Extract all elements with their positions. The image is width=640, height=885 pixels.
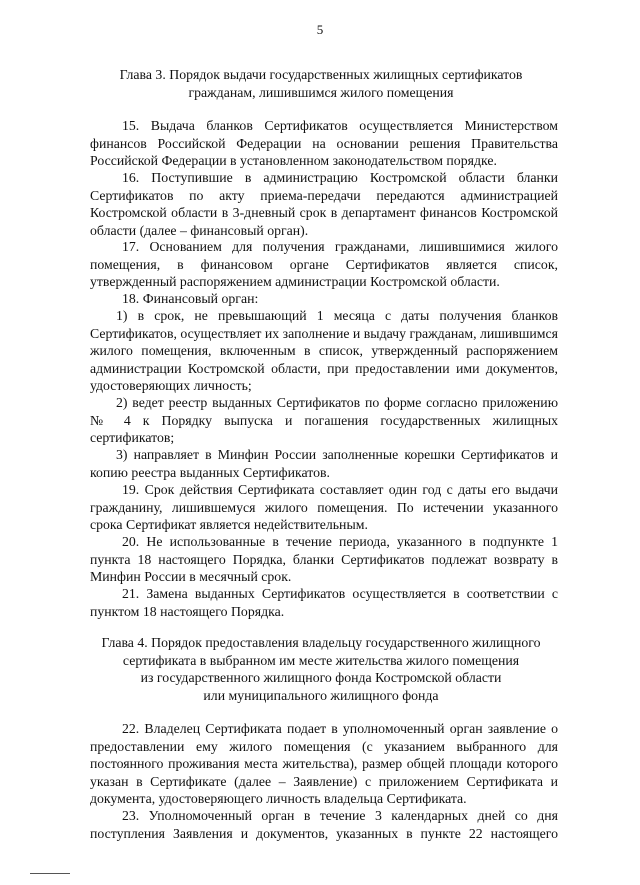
chapter4-title-line: Глава 4. Порядок предоставления владельцу государственного жилищного	[101, 635, 541, 650]
paragraph-18-item-2: 2) ведет реестр выданных Сертификатов по форме согласно приложению № 4 к Порядку выпуска и погашения государственных жилищных сертификатов;	[90, 395, 558, 445]
chapter4-title-line: сертификата в выбранном им месте жительства жилого помещения	[122, 652, 520, 668]
paragraph-20: 20. Не использованные в течение периода, указанного в подпункте 1 пункта 18 настоящего Порядка, бланки Сертификатов подлежат возврату в Минфин России в месячный срок.	[90, 534, 558, 584]
paragraph-21: 21. Замена выданных Сертификатов осуществляется в соответствии с пунктом 18 настоящего Порядка.	[90, 586, 558, 619]
paragraph-17: 17. Основанием для получения гражданами, лишившимися жилого помещения, в финансовом органе Сертификатов является список, утвержденный распоряжением администрации Костромской области.	[90, 239, 558, 289]
paragraph-18: 18. Финансовый орган:	[122, 291, 259, 306]
paragraph-18-item-3: 3) направляет в Минфин России заполненные корешки Сертификатов и копию реестра выданных Сертификатов.	[90, 447, 558, 480]
page-number: 5	[316, 22, 324, 37]
paragraph-22: 22. Владелец Сертификата подает в уполномоченный орган заявление о предоставлении ему жилого помещения (с указанием выбранного для постоянного проживания места жительства), размер общей площади которого указан в Сертификате (далее – Заявление) с приложением Сертификата и документа, удостоверяющего личность владельца Сертификата.	[90, 721, 558, 806]
chapter3-title	[60, 66, 582, 101]
chapter4-title	[60, 634, 582, 704]
paragraph-16: 16. Поступившие в администрацию Костромской области бланки Сертификатов по акту приема-передачи передаются администрацией Костромской области в 3-дневный срок в департамент финансов Костромской области (далее – финансовый орган).	[90, 170, 558, 238]
chapter3-title-line: гражданам, лишившимся жилого помещения	[188, 84, 454, 100]
paragraph-15: 15. Выдача бланков Сертификатов осуществляется Министерством финансов Российской Федерации на основании решения Правительства Российской Федерации в установленном законодательством порядке.	[90, 118, 558, 168]
chapter3-title-line: Глава 3. Порядок выдачи государственных жилищных сертификатов	[119, 67, 523, 82]
footer-rule	[30, 873, 70, 874]
paragraph-23: 23. Уполномоченный орган в течение 3 календарных дней со дня поступления Заявления и документов, указанных в пункте 22 настоящего	[90, 808, 558, 841]
chapter4-title-line: или муниципального жилищного фонда	[203, 687, 439, 703]
paragraph-18-item-1: 1) в срок, не превышающий 1 месяца с даты получения бланков Сертификатов, осуществляет их заполнение и выдачу гражданам, лишившимся жилого помещения, включенным в список, утвержденный распоряжением администрации Костромской области, при предоставлении ими документов, удостоверяющих личность;	[90, 308, 558, 393]
chapter4-title-line: из государственного жилищного фонда Костромской области	[140, 670, 502, 685]
paragraph-19: 19. Срок действия Сертификата составляет один год с даты его выдачи гражданину, лишившемуся жилого помещения. По истечении указанного срока Сертификат является недействительным.	[90, 482, 558, 532]
